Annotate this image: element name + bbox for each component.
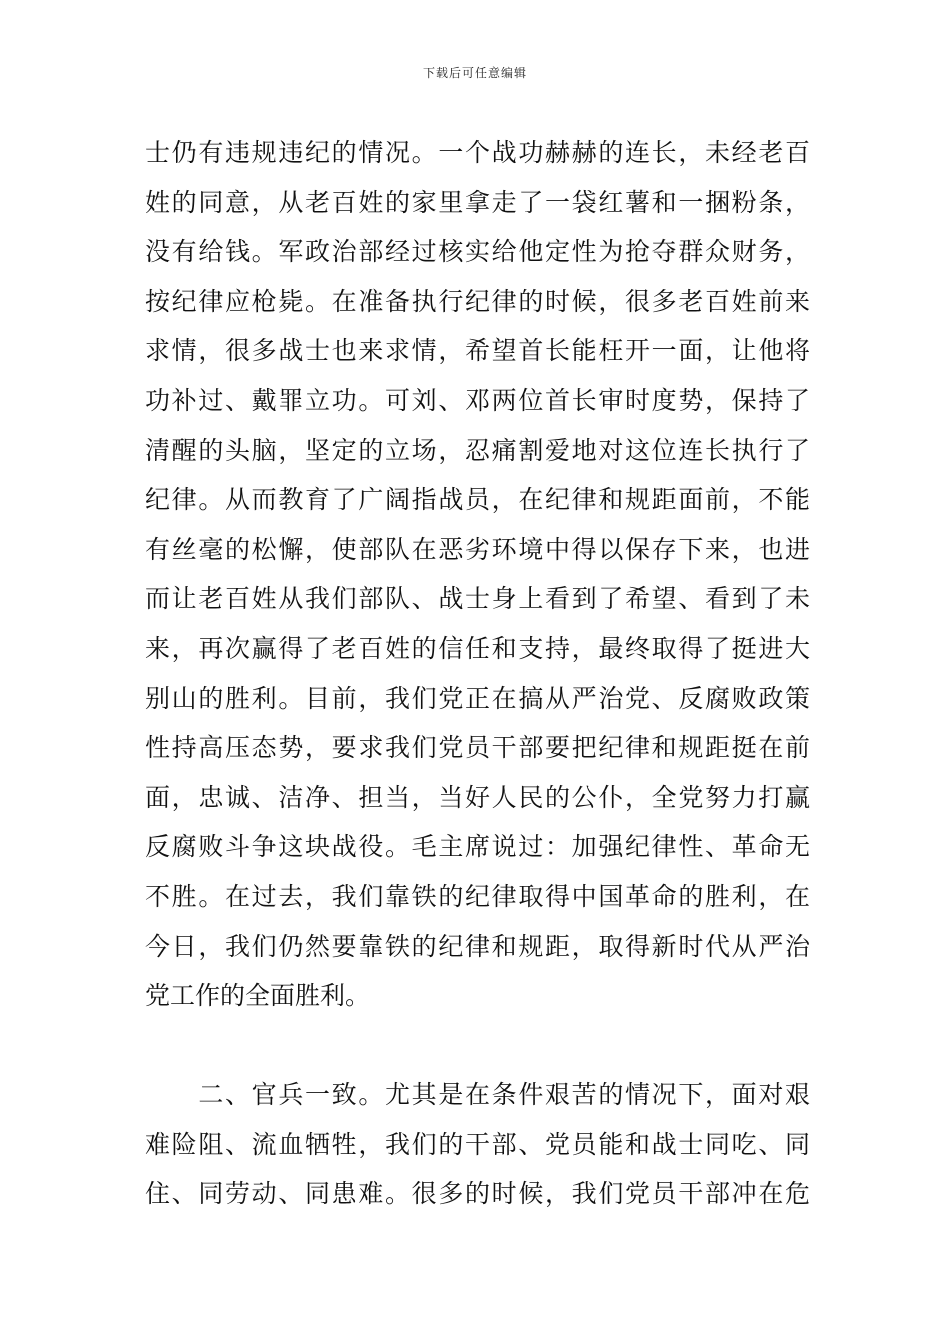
page-header: 下载后可任意编辑 bbox=[422, 66, 527, 80]
document-body bbox=[145, 128, 810, 1219]
text-line: 按纪律应枪毙。在准备执行纪律的时候，很多老百姓前来 bbox=[145, 286, 810, 316]
text-line: 住、同劳动、同患难。很多的时候，我们党员干部冲在危 bbox=[145, 1179, 810, 1209]
text-line: 不胜。在过去，我们靠铁的纪律取得中国革命的胜利，在 bbox=[145, 881, 810, 911]
text-line: 姓的同意，从老百姓的家里拿走了一袋红薯和一捆粉条， bbox=[145, 187, 810, 217]
text-line: 清醒的头脑，坚定的立场，忍痛割爱地对这位连长执行了 bbox=[145, 435, 810, 465]
text-line: 来，再次赢得了老百姓的信任和支持，最终取得了挺进大 bbox=[145, 633, 810, 663]
text-line: 面，忠诚、洁净、担当，当好人民的公仆，全党努力打赢 bbox=[145, 782, 810, 812]
text-line: 有丝毫的松懈，使部队在恶劣环境中得以保存下来，也进 bbox=[145, 534, 810, 564]
text-line: 今日，我们仍然要靠铁的纪律和规距，取得新时代从严治 bbox=[145, 931, 810, 961]
text-line: 别山的胜利。目前，我们党正在搞从严治党、反腐败政策 bbox=[145, 683, 810, 713]
paragraph-1 bbox=[145, 128, 810, 1021]
text-line: 性持高压态势，要求我们党员干部要把纪律和规距挺在前 bbox=[145, 733, 810, 763]
text-line: 士仍有违规违纪的情况。一个战功赫赫的连长，未经老百 bbox=[145, 138, 810, 167]
paragraph-gap bbox=[145, 1021, 810, 1071]
text-line: 反腐败斗争这块战役。毛主席说过：加强纪律性、革命无 bbox=[145, 832, 810, 862]
text-line: 没有给钱。军政治部经过核实给他定性为抢夺群众财务， bbox=[145, 237, 810, 267]
text-line: 求情，很多战士也来求情，希望首长能枉开一面，让他将 bbox=[145, 336, 810, 366]
text-line: 党工作的全面胜利。 bbox=[145, 981, 371, 1011]
text-line: 二、官兵一致。尤其是在条件艰苦的情况下，面对艰 bbox=[145, 1080, 810, 1110]
text-line: 功补过、戴罪立功。可刘、邓两位首长审时度势，保持了 bbox=[145, 385, 810, 415]
text-line: 纪律。从而教育了广阔指战员，在纪律和规距面前，不能 bbox=[145, 485, 810, 515]
text-line: 难险阻、流血牺牲，我们的干部、党员能和战士同吃、同 bbox=[145, 1129, 810, 1159]
paragraph-2 bbox=[145, 1070, 810, 1219]
text-line: 而让老百姓从我们部队、战士身上看到了希望、看到了未 bbox=[145, 584, 810, 614]
